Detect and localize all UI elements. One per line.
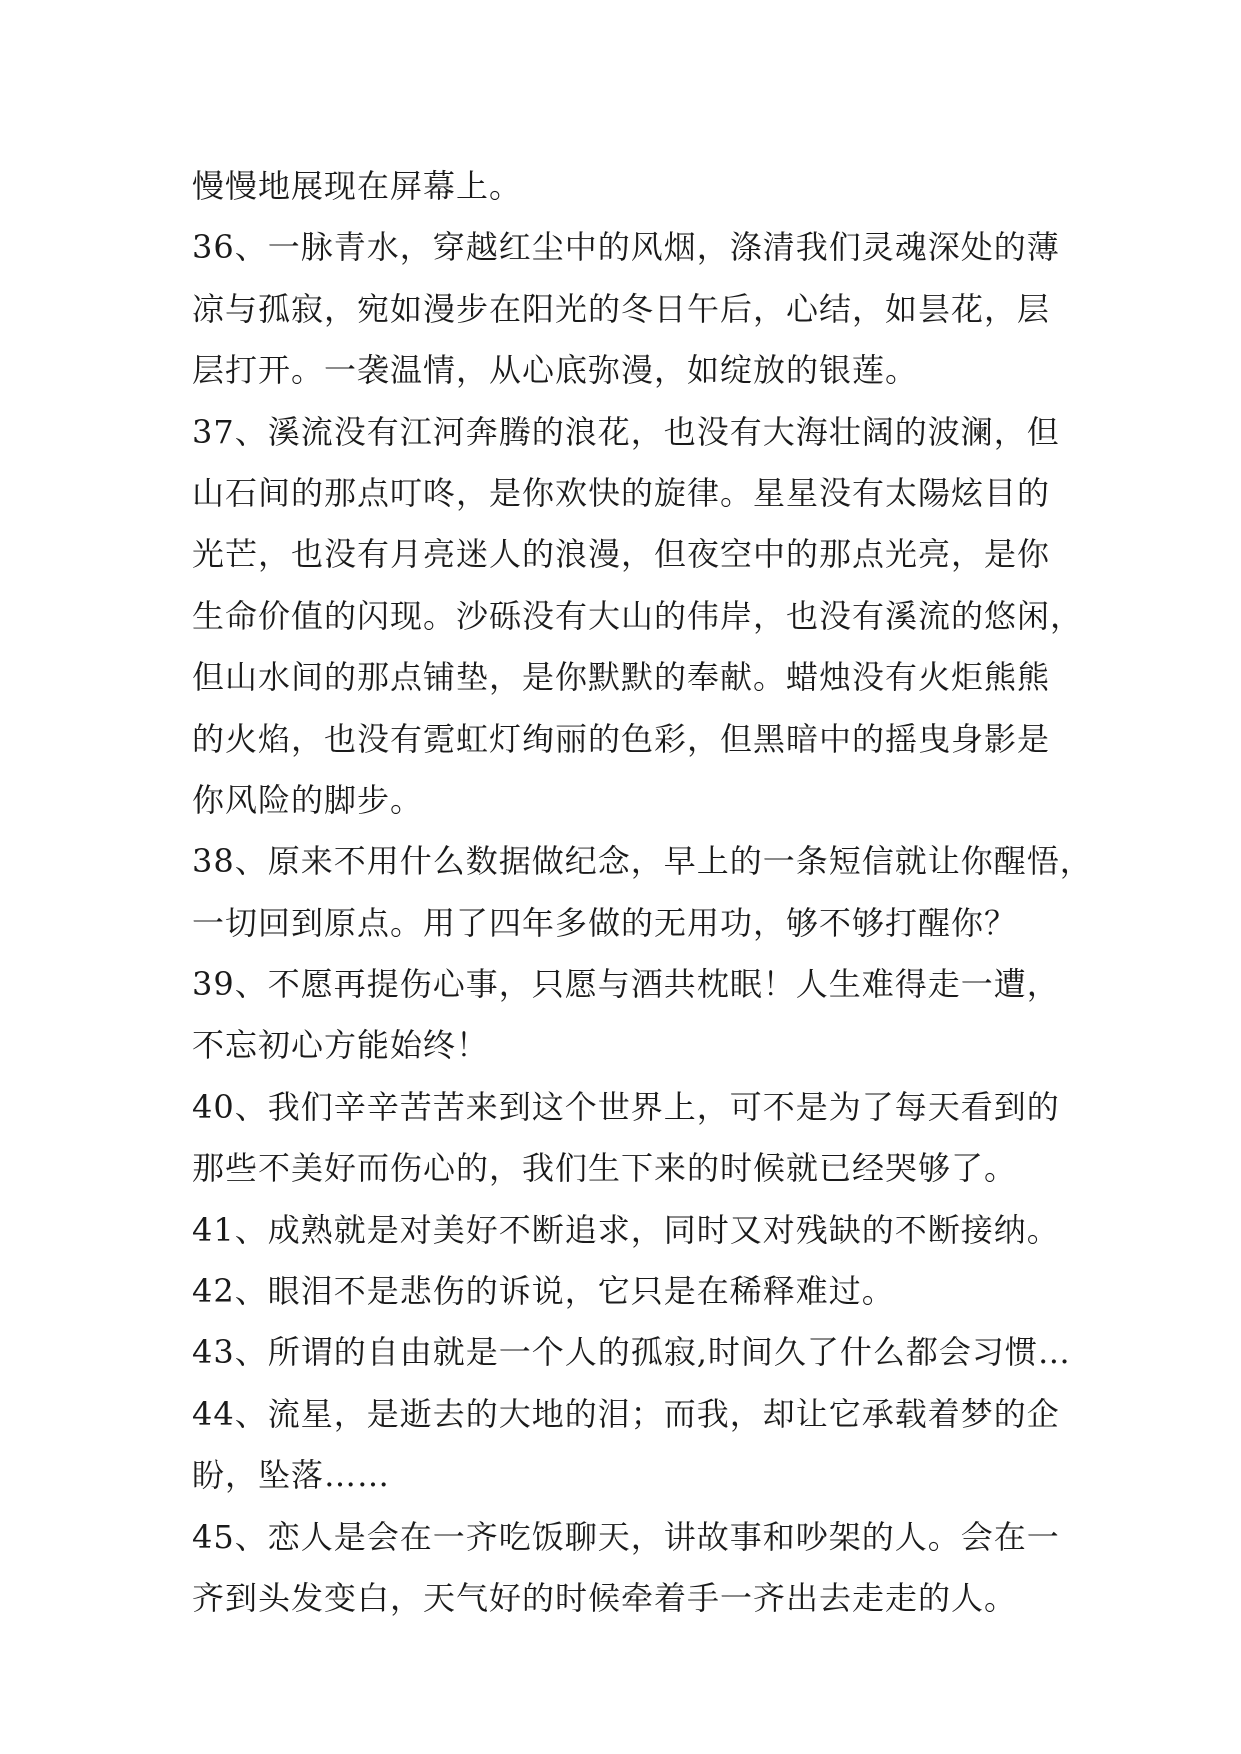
text-line: 44、流星，是逝去的大地的泪；而我，却让它承载着梦的企	[192, 1394, 1060, 1433]
text-line: 45、恋人是会在一齐吃饭聊天，讲故事和吵架的人。会在一	[192, 1517, 1060, 1556]
text-line: 一切回到原点。用了四年多做的无用功，够不够打醒你？	[192, 903, 1018, 942]
text-line: 的火焰，也没有霓虹灯绚丽的色彩，但黑暗中的摇曳身影是	[192, 719, 1051, 758]
text-line: 慢慢地展现在屏幕上。	[192, 167, 523, 205]
text-line: 39、不愿再提伤心事，只愿与酒共枕眠！人生难得走一遭，	[192, 965, 1060, 1004]
text-line: 41、成熟就是对美好不断追求，同时又对残缺的不断接纳。	[192, 1210, 1060, 1249]
text-line: 但山水间的那点铺垫，是你默默的奉献。蜡烛没有火炬熊熊	[192, 658, 1051, 697]
text-line: 齐到头发变白，天气好的时候牵着手一齐出去走走的人。	[192, 1578, 1018, 1617]
text-line: 凉与孤寂，宛如漫步在阳光的冬日午后，心结，如昙花，层	[192, 289, 1051, 328]
text-line: 36、一脉青水，穿越红尘中的风烟，涤清我们灵魂深处的薄	[192, 228, 1060, 267]
text-line: 层打开。一袭温情，从心底弥漫，如绽放的银莲。	[192, 351, 919, 390]
text-line: 盼，坠落……	[192, 1456, 391, 1495]
text-line: 不忘初心方能始终！	[192, 1026, 490, 1065]
text-line: 光芒，也没有月亮迷人的浪漫，但夜空中的那点光亮，是你	[192, 535, 1051, 574]
text-line: 38、原来不用什么数据做纪念，早上的一条短信就让你醒悟，	[192, 842, 1093, 881]
text-line: 山石间的那点叮咚，是你欢快的旋律。星星没有太陽炫目的	[192, 473, 1051, 512]
text-line: 43、所谓的自由就是一个人的孤寂,时间久了什么都会习惯…	[192, 1333, 1071, 1372]
text-line: 生命价值的闪现。沙砾没有大山的伟岸，也没有溪流的悠闲，	[192, 596, 1084, 635]
text-line: 37、溪流没有江河奔腾的浪花，也没有大海壮阔的波澜，但	[192, 412, 1060, 451]
text-line: 那些不美好而伤心的，我们生下来的时候就已经哭够了。	[192, 1149, 1018, 1188]
text-line: 你风险的脚步。	[192, 780, 424, 819]
document-body	[192, 156, 1093, 1629]
text-line: 40、我们辛辛苦苦来到这个世界上，可不是为了每天看到的	[192, 1087, 1060, 1126]
text-line: 42、眼泪不是悲伤的诉说，它只是在稀释难过。	[192, 1272, 895, 1311]
